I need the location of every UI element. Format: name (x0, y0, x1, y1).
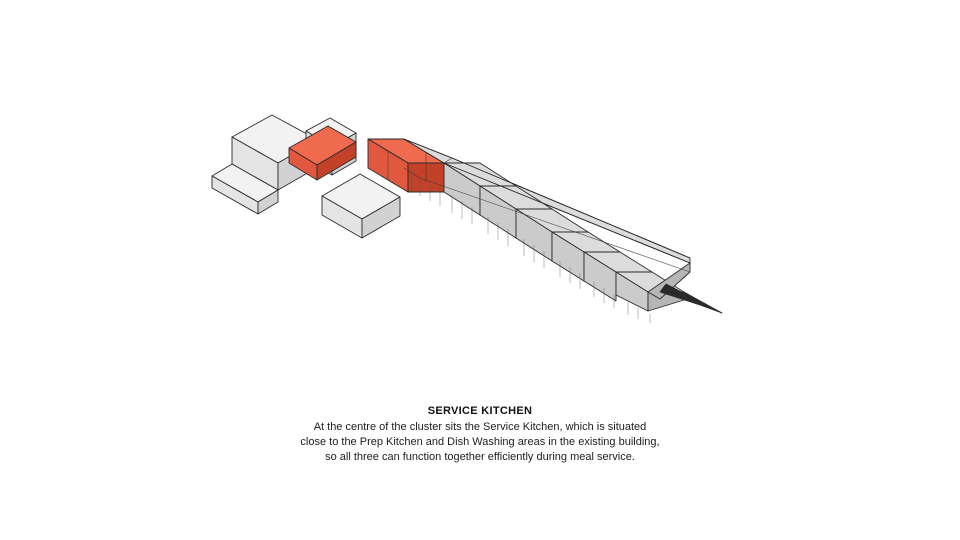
caption-body: At the centre of the cluster sits the Service Kitchen, which is situated close to the Prep Kitchen and Dish Washing areas in the existing building, so all three can function together efficiently during meal service. (300, 421, 660, 464)
caption-block (300, 405, 660, 466)
caption-title: SERVICE KITCHEN (427, 405, 533, 417)
prep-kitchen-block (322, 174, 400, 238)
service-kitchen-block-upper (368, 139, 444, 192)
